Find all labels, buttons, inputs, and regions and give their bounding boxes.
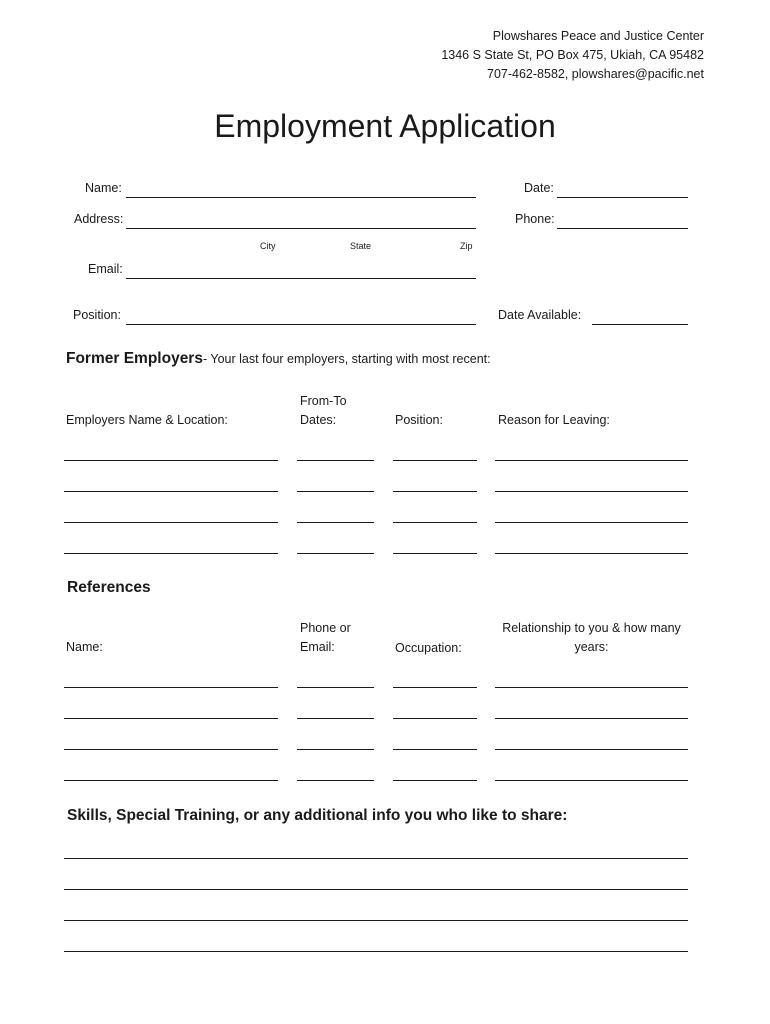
zip-sublabel: Zip <box>460 241 473 251</box>
ref-relationship-col-header-line1: Relationship to you & how many <box>502 621 681 635</box>
ref-occupation-col-header: Occupation: <box>395 641 462 655</box>
ref-name-col-header: Name: <box>66 640 103 654</box>
skills-line[interactable] <box>64 889 688 890</box>
name-field[interactable] <box>126 197 476 198</box>
address-field[interactable] <box>126 228 476 229</box>
org-address: 1346 S State St, PO Box 475, Ukiah, CA 95482 <box>441 48 704 62</box>
employer-reason-field[interactable] <box>495 491 688 492</box>
ref-relationship-col-header-line2: years: <box>574 640 609 654</box>
references-heading: References <box>67 579 151 596</box>
ref-relationship-field[interactable] <box>495 718 688 719</box>
ref-contact-field[interactable] <box>297 687 374 688</box>
employer-position-field[interactable] <box>393 553 477 554</box>
reason-col-header: Reason for Leaving: <box>498 413 610 427</box>
org-name: Plowshares Peace and Justice Center <box>492 29 704 43</box>
date-available-field[interactable] <box>592 324 688 325</box>
employer-reason-field[interactable] <box>495 460 688 461</box>
employer-name-field[interactable] <box>64 460 278 461</box>
phone-field[interactable] <box>557 228 688 229</box>
employer-name-field[interactable] <box>64 553 278 554</box>
employer-dates-field[interactable] <box>297 460 374 461</box>
city-sublabel: City <box>260 241 276 251</box>
employer-dates-field[interactable] <box>297 553 374 554</box>
email-field[interactable] <box>126 278 476 279</box>
ref-contact-field[interactable] <box>297 780 374 781</box>
position-field[interactable] <box>126 324 476 325</box>
ref-occupation-field[interactable] <box>393 780 477 781</box>
ref-occupation-field[interactable] <box>393 749 477 750</box>
position-col-header: Position: <box>395 413 443 427</box>
date-available-label: Date Available: <box>498 308 582 322</box>
employer-name-field[interactable] <box>64 522 278 523</box>
employer-name-col-header: Employers Name & Location: <box>66 413 228 427</box>
ref-name-field[interactable] <box>64 780 278 781</box>
ref-relationship-field[interactable] <box>495 749 688 750</box>
skills-line[interactable] <box>64 951 688 952</box>
former-employers-heading <box>66 350 491 368</box>
ref-contact-col-header-line2: Email: <box>300 640 335 654</box>
email-label: Email: <box>88 262 123 276</box>
ref-name-field[interactable] <box>64 687 278 688</box>
former-employers-subtitle: - Your last four employers, starting with most recent: <box>202 352 491 366</box>
ref-name-field[interactable] <box>64 718 278 719</box>
date-label: Date: <box>524 181 554 195</box>
position-label: Position: <box>73 308 121 322</box>
ref-contact-field[interactable] <box>297 718 374 719</box>
skills-line[interactable] <box>64 920 688 921</box>
phone-label: Phone: <box>515 212 555 226</box>
employer-position-field[interactable] <box>393 460 477 461</box>
ref-occupation-field[interactable] <box>393 687 477 688</box>
employer-position-field[interactable] <box>393 491 477 492</box>
name-label: Name: <box>85 181 122 195</box>
org-contact: 707-462-8582, plowshares@pacific.net <box>487 67 704 81</box>
employer-reason-field[interactable] <box>495 553 688 554</box>
ref-occupation-field[interactable] <box>393 718 477 719</box>
address-label: Address: <box>74 212 124 226</box>
former-employers-title: Former Employers <box>66 350 203 367</box>
dates-col-header-line1: From-To <box>300 394 347 408</box>
skills-heading: Skills, Special Training, or any additional info you who like to share: <box>67 807 568 824</box>
date-field[interactable] <box>557 197 688 198</box>
ref-name-field[interactable] <box>64 749 278 750</box>
employer-position-field[interactable] <box>393 522 477 523</box>
dates-col-header-line2: Dates: <box>300 413 337 427</box>
ref-relationship-field[interactable] <box>495 687 688 688</box>
ref-contact-col-header-line1: Phone or <box>300 621 351 635</box>
page-title: Employment Application <box>214 108 556 144</box>
skills-line[interactable] <box>64 858 688 859</box>
employer-dates-field[interactable] <box>297 522 374 523</box>
state-sublabel: State <box>350 241 372 251</box>
employer-dates-field[interactable] <box>297 491 374 492</box>
employer-reason-field[interactable] <box>495 522 688 523</box>
ref-contact-field[interactable] <box>297 749 374 750</box>
ref-relationship-field[interactable] <box>495 780 688 781</box>
employer-name-field[interactable] <box>64 491 278 492</box>
